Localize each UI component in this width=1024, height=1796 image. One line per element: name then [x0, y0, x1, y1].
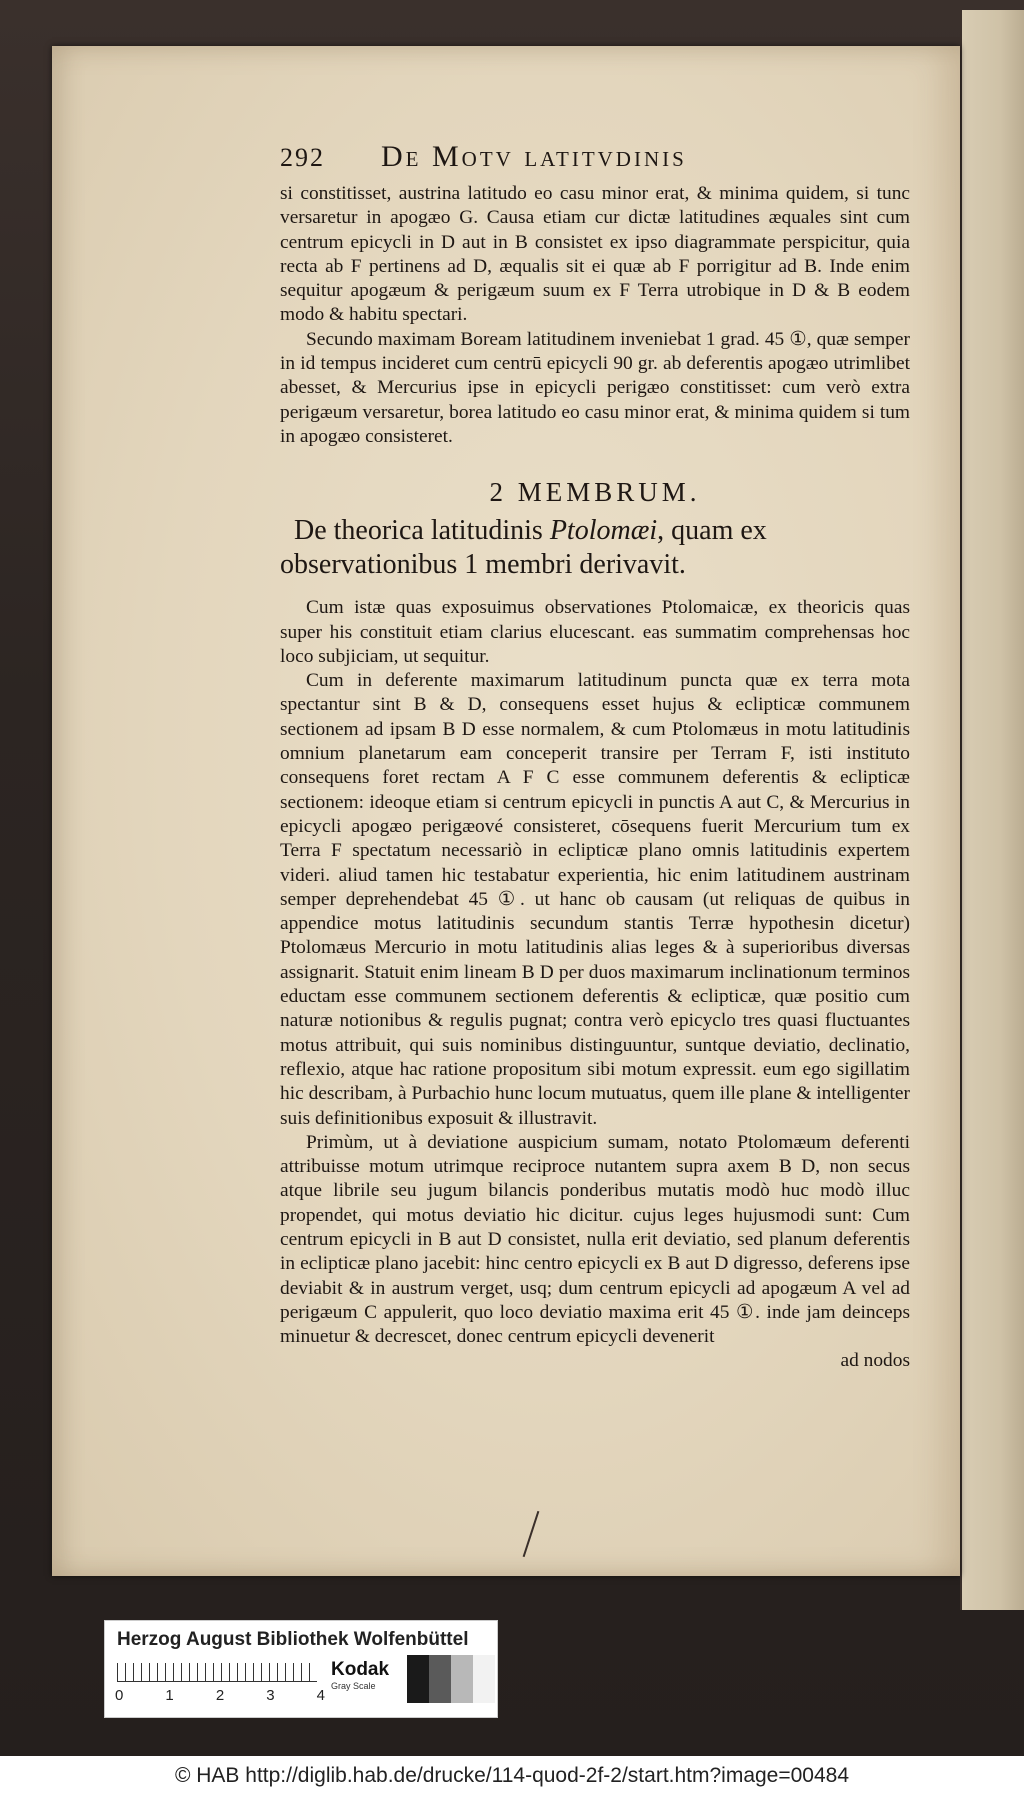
ruler-numbers: [115, 1687, 325, 1704]
paragraph-top-1: si constitisset, austrina latitudo eo casu minor erat, & minima quidem, si tunc versaretur in apogæo G. Causa etiam cur dictæ latitudines æquales sint cum centrum epicycli in D aut in B consistet ex ipso diagrammate perspicitur, quia recta ab F pertinens ad D, æqualis sit ei quæ ab F porrigitur ad B. Inde enim sequitur apogæum & perigæum suum ex F Terra utrobique in D & B eodem modo & habitu spectari.: [280, 183, 910, 326]
swatch: [473, 1655, 495, 1703]
scale-ruler: [117, 1663, 317, 1682]
swatch: [429, 1655, 451, 1703]
page-number: 292: [280, 143, 325, 172]
library-name: Herzog August Bibliothek Wolfenbüttel: [117, 1629, 469, 1650]
paragraph-top-2: Secundo maximam Boream latitudinem inveniebat 1 grad. 45 ①, quæ semper in id tempus incideret cum centrū epicycli 90 gr. ab deferentis apogæo utrimlibet abesset, & Mercurius ipse in epicycli perigæo constitisset: cum verò extra perigæum versaretur, borea latitudo eo casu minor erat, & minima quidem si tum in apogæo consisteret.: [280, 328, 910, 447]
swatch: [407, 1655, 429, 1703]
ruler-number: 0: [115, 1687, 124, 1704]
page-text: [280, 140, 910, 1373]
heading-name: Ptolomæi: [549, 515, 658, 547]
gray-swatches: [407, 1655, 495, 1703]
next-page-edge: [960, 10, 1024, 1610]
section-heading: [280, 514, 910, 582]
ruler-number: 2: [215, 1687, 225, 1704]
footer-bar: [0, 1756, 1024, 1796]
paragraph-main-1: Cum istæ quas exposuimus observationes Ptolomaicæ, ex theoricis quas super his constituit etiam clarius elucescant. eas summatim comprehensas hoc loco subjiciam, ut sequitur.: [280, 597, 910, 667]
gray-scale-label: Gray Scale: [331, 1681, 376, 1691]
running-head: [280, 140, 910, 174]
color-target-card: [104, 1620, 498, 1718]
catchword: ad nodos: [840, 1350, 910, 1372]
ruler-number: 3: [266, 1687, 275, 1704]
running-title: De Motv latitvdinis: [381, 140, 687, 173]
section-membrum: 2 MEMBRUM.: [489, 477, 701, 508]
swatch: [451, 1655, 473, 1703]
ruler-number: 1: [165, 1687, 174, 1704]
ruler-number: 4: [316, 1687, 325, 1704]
paragraph-main-3: Primùm, ut à deviatione auspicium sumam, notato Ptolomæum deferenti attribuisse motum utrimque reciproce nutantem supra axem B D, non secus atque librile seu jugum bilancis ponderibus mutatis modò huc modò illuc propendet, qui motus deviatio hic dicitur. cujus leges hujusmodi sunt: Cum centrum epicycli in B aut D consistet, nulla erit deviatio, sed planum deferentis in eclipticæ plano jacebit: hinc centro epicycli ex B aut D digresso, deferens ipse deviabit & in austrum verget, usq; dum centrum epicycli ad apogæum A vel ad perigæum C appulerit, quo loco deviatio maxima erit 45 ①. inde jam deinceps minuetur & decrescet, donec centrum epicycli devenerit: [280, 1131, 910, 1348]
paragraph-main-2: Cum in deferente maximarum latitudinum puncta quæ ex terra mota spectantur sint B & D, consequens esset hujus & eclipticæ communem sectionem ad ipsam B D esse normalem, & cum Ptolomæus in motu latitudinis omnium planetarum eam conceperit transire per Terram F, isti instituto consequens foret rectam A F C esse communem deferentis & eclipticæ sectionem: ideoque etiam si centrum epicycli in punctis A aut C, & Mercurius in epicycli apogæo perigæové consisteret, cōsequens fuerit Mercurium tum ex Terra F spectatum necessariò in eclipticæ plano omnis latitudinis expertem videri. aliud tamen hic testabatur experientia, hic enim latitudinem austrinam semper deprehendebat 45 ①. ut hanc ob causam (ut reliquas de quibus in appendice motus latitudinis secundum stantis Terræ hypothesin dicetur) Ptolomæus Mercurio in motu latitudinis alias leges & à superioribus diversas assignarit. Statuit enim lineam B D per duos maximarum inclinationum terminos eductam esse communem sectionem deferentis & eclipticæ, quæ positio cum naturæ notionibus & regulis pugnat; contra verò epicyclo tres quasi fluctuantes motus attribuit, qui suis nominibus distinguuntur, suntque deviatio, declinatio, reflexio, atque hac ratione propositum sibi motum expressit. eum ego sigillatim hic describam, à Purbachio hunc locum mutuatus, quem ille plane & intelligenter suis definitionibus exposuit & illustravit.: [280, 670, 910, 1129]
heading-part-1: De theorica latitudinis: [294, 515, 550, 547]
heading-part-2: , quam ex observationibus 1 membri derivavit.: [280, 515, 767, 581]
footer-credit: © HAB http://diglib.hab.de/drucke/114-quod-2f-2/start.htm?image=00484: [174, 1764, 850, 1787]
kodak-label: [331, 1659, 389, 1691]
kodak-brand: Kodak: [331, 1659, 390, 1680]
